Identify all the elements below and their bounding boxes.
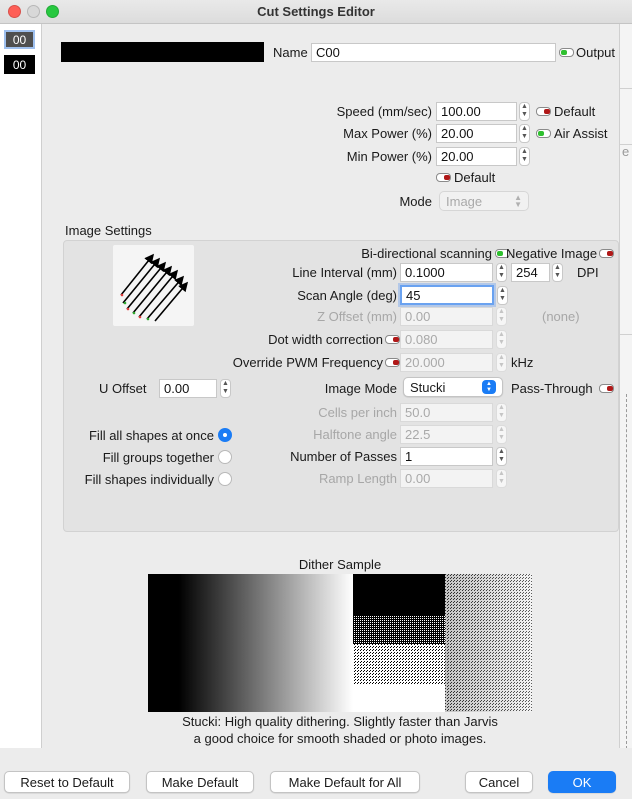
max-power-label: Max Power (%) [343,126,432,141]
name-field[interactable]: C00 [311,43,556,62]
min-power-default-label: Default [454,170,496,185]
scan-angle-preview-icon [113,245,194,326]
u-offset-stepper[interactable]: ▲ ▼ [220,379,231,398]
dither-sample-image [148,574,532,712]
halftone-angle-label: Halftone angle [313,427,397,442]
layer-list-item[interactable]: 00 [4,55,35,74]
mode-label: Mode [399,194,432,209]
output-toggle[interactable] [559,48,574,57]
dither-sample-title: Dither Sample [298,557,382,572]
scan-angle-field[interactable]: 45 [400,285,494,305]
air-assist-label: Air Assist [554,126,608,141]
fill-groups-label: Fill groups together [102,450,214,465]
u-offset-field[interactable]: 0.00 [159,379,217,398]
speed-label: Speed (mm/sec) [336,104,432,119]
z-offset-stepper[interactable]: ▲ ▼ [496,307,507,326]
max-power-field[interactable]: 20.00 [436,124,517,143]
fill-groups-radio[interactable] [218,450,232,464]
title-bar [0,0,632,24]
dot-width-stepper[interactable]: ▲ ▼ [496,330,507,349]
ok-button[interactable]: OK [548,771,616,793]
layer-list-item[interactable]: 00 [4,30,35,49]
output-label: Output [576,45,616,60]
air-assist-toggle[interactable] [536,129,551,138]
line-interval-label: Line Interval (mm) [292,265,397,280]
u-offset-label: U Offset [99,381,147,396]
pwm-unit-label: kHz [511,355,534,370]
dpi-field[interactable]: 254 [511,263,550,282]
scan-angle-label: Scan Angle (deg) [297,288,397,303]
passes-label: Number of Passes [290,449,397,464]
ramp-length-stepper[interactable]: ▲ ▼ [496,469,507,488]
fill-all-label: Fill all shapes at once [88,428,214,443]
background-window-edge: e [619,24,632,748]
ramp-length-label: Ramp Length [318,471,397,486]
pwm-label: Override PWM Frequency [232,355,383,370]
max-power-stepper[interactable]: ▲ ▼ [519,124,530,143]
bidirectional-label: Bi-directional scanning [361,246,492,261]
pwm-field[interactable]: 20.000 [400,353,493,372]
image-mode-select[interactable] [403,377,503,397]
dither-description-line2: a good choice for smooth shaded or photo images. [193,731,487,746]
pass-through-label: Pass-Through [511,381,593,396]
min-power-label: Min Power (%) [346,149,432,164]
z-offset-label: Z Offset (mm) [317,309,397,324]
pwm-toggle[interactable] [385,358,400,367]
min-power-stepper[interactable]: ▲ ▼ [519,147,530,166]
reset-to-default-button[interactable]: Reset to Default [4,771,130,793]
ramp-length-field[interactable]: 0.00 [400,469,493,488]
dot-width-toggle[interactable] [385,335,400,344]
fill-individually-radio[interactable] [218,472,232,486]
fill-all-radio[interactable] [218,428,232,442]
mode-select[interactable] [439,191,529,211]
image-mode-label: Image Mode [324,381,397,396]
cells-per-inch-stepper[interactable]: ▲ ▼ [496,403,507,422]
mode-select-value: Image [446,193,483,209]
name-label: Name [273,45,308,60]
window-title: Cut Settings Editor [257,4,375,19]
halftone-angle-field[interactable]: 22.5 [400,425,493,444]
passes-stepper[interactable]: ▲ ▼ [496,447,507,466]
speed-default-toggle[interactable] [536,107,551,116]
line-interval-field[interactable]: 0.1000 [400,263,493,282]
z-offset-field[interactable]: 0.00 [400,307,493,326]
layer-color-fill [61,42,264,62]
speed-field[interactable]: 100.00 [436,102,517,121]
cells-per-inch-label: Cells per inch [318,405,397,420]
dpi-label: DPI [577,265,599,280]
pwm-stepper[interactable]: ▲ ▼ [496,353,507,372]
z-offset-none-label: (none) [542,309,580,324]
negative-image-label: Negative Image [506,246,598,261]
passes-field[interactable]: 1 [400,447,493,466]
line-interval-stepper[interactable]: ▲ ▼ [496,263,507,282]
scan-angle-stepper[interactable]: ▲ ▼ [497,286,508,305]
cells-per-inch-field[interactable]: 50.0 [400,403,493,422]
min-power-field[interactable]: 20.00 [436,147,517,166]
speed-default-label: Default [554,104,596,119]
fill-individually-label: Fill shapes individually [84,472,214,487]
layer-color-swatch[interactable] [61,42,264,62]
image-settings-title: Image Settings [65,223,152,238]
negative-image-toggle[interactable] [599,249,614,258]
halftone-angle-stepper[interactable]: ▲ ▼ [496,425,507,444]
min-power-default-toggle[interactable] [436,173,451,182]
dot-width-field[interactable]: 0.080 [400,330,493,349]
dither-description-line1: Stucki: High quality dithering. Slightly faster than Jarvis [182,714,498,729]
layer-list [0,24,42,748]
cancel-button[interactable]: Cancel [465,771,533,793]
image-mode-select-value: Stucki [410,379,446,395]
pass-through-toggle[interactable] [599,384,614,393]
make-default-for-all-button[interactable]: Make Default for All [270,771,420,793]
chevron-updown-icon: ▲ ▼ [482,380,496,394]
dpi-stepper[interactable]: ▲ ▼ [552,263,563,282]
make-default-button[interactable]: Make Default [146,771,254,793]
chevron-updown-icon: ▲ ▼ [514,193,522,209]
dot-width-label: Dot width correction [268,332,383,347]
speed-stepper[interactable]: ▲ ▼ [519,102,530,121]
